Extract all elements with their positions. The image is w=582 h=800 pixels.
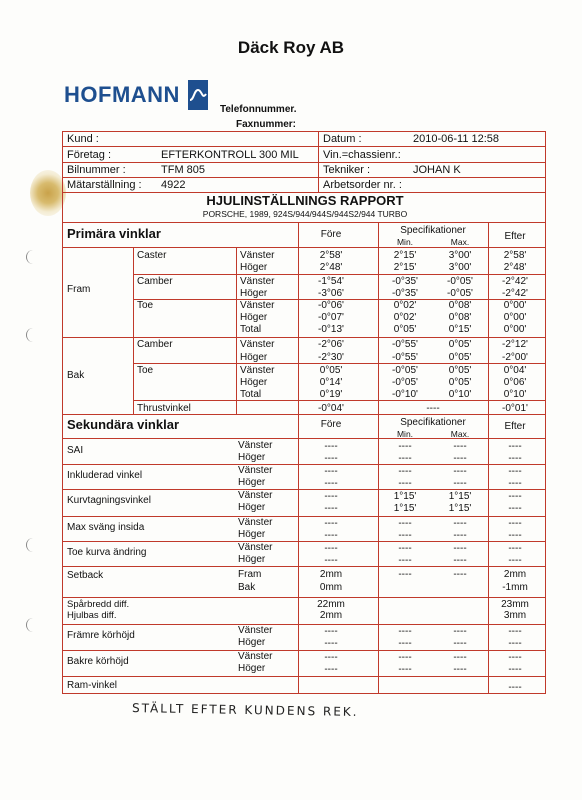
kurv-label: Kurvtagningsvinkel (67, 495, 151, 506)
setback-label: Setback (67, 570, 104, 581)
dash-value: ---- (324, 530, 338, 541)
min-value: ---- (398, 638, 412, 649)
max-value: 0°05' (448, 365, 472, 376)
col-max: Max. (450, 237, 470, 247)
spar-label: Spårbredd diff. (67, 599, 130, 610)
side-label: Höger (240, 312, 268, 323)
max-value: 1°15' (448, 503, 472, 514)
fore-value: 0°14' (319, 377, 343, 388)
efter-value: -2°42' (502, 288, 528, 299)
hoger-label: Höger (238, 554, 266, 565)
setback-fram-efter: 2mm (503, 569, 527, 580)
efter-value: ---- (508, 652, 522, 663)
max-value: ---- (453, 453, 467, 464)
fore-value: -2°30' (318, 352, 344, 363)
dash-value: ---- (324, 543, 338, 554)
max-value: ---- (453, 478, 467, 489)
min-value: ---- (398, 453, 412, 464)
min-value: ---- (398, 626, 412, 637)
side-label: Höger (240, 262, 268, 273)
col-min-2: Min. (396, 429, 414, 439)
max-value: ---- (453, 441, 467, 452)
efter-value: ---- (508, 503, 522, 514)
setback-bak-efter: -1mm (502, 582, 528, 593)
side-label: Vänster (240, 365, 275, 376)
efter-value: ---- (508, 664, 522, 675)
fore-value: 0°05' (319, 365, 343, 376)
side-label: Höger (240, 377, 268, 388)
tekniker-label: Tekniker : (323, 164, 371, 176)
efter-value: -2°42' (502, 276, 528, 287)
efter-value: 0°00' (503, 312, 527, 323)
datum-label: Datum : (323, 133, 362, 145)
hjulbas-fore: 2mm (319, 610, 343, 621)
fore-value: 2°58' (319, 250, 343, 261)
efter-value: ---- (508, 466, 522, 477)
dash-value: ---- (324, 626, 338, 637)
fore-value: -0°07' (318, 312, 344, 323)
min-value: 0°02' (393, 312, 417, 323)
max-value: ---- (453, 626, 467, 637)
min-value: ---- (398, 543, 412, 554)
spar-fore: 22mm (317, 599, 345, 610)
efter-value: ---- (508, 518, 522, 529)
min-value: ---- (398, 441, 412, 452)
fore-value: -0°13' (318, 324, 344, 335)
max-value: ---- (453, 638, 467, 649)
hoger-label: Höger (238, 529, 266, 540)
side-label: Vänster (240, 276, 275, 287)
col-max-2: Max. (450, 429, 470, 439)
col-spec: Specifikationer (400, 225, 466, 236)
max-value: 0°15' (448, 324, 472, 335)
dash-value: ---- (324, 664, 338, 675)
bilnummer-value: TFM 805 (161, 164, 206, 176)
min-value: -0°05' (392, 365, 418, 376)
dash-value: ---- (398, 569, 412, 580)
min-value: 0°02' (393, 300, 417, 311)
punch-hole (26, 538, 40, 552)
ram-vinkel-label: Ram-vinkel (67, 680, 118, 691)
fax-label: Faxnummer: (236, 119, 297, 130)
max-value: ---- (453, 543, 467, 554)
fore-value: -2°06' (318, 339, 344, 350)
min-value: -0°05' (392, 377, 418, 388)
efter-value: 0°00' (503, 324, 527, 335)
hoger-label: Höger (238, 637, 266, 648)
efter-value: ---- (508, 555, 522, 566)
efter-value: -2°12' (502, 339, 528, 350)
fore-value: -0°06' (318, 300, 344, 311)
max-value: ---- (453, 555, 467, 566)
fram-sub-label: Fram (238, 569, 262, 580)
min-value: 2°15' (393, 250, 417, 261)
vanster-label: Vänster (238, 465, 273, 476)
fore-value: -3°06' (318, 288, 344, 299)
max-value: 0°05' (448, 339, 472, 350)
dash-value: ---- (324, 503, 338, 514)
bak-label: Bak (67, 370, 85, 381)
max-value: 0°10' (448, 389, 472, 400)
col-fore-2: Före (320, 419, 342, 430)
dash-value: ---- (324, 478, 338, 489)
vanster-label: Vänster (238, 542, 273, 553)
foretag-label: Företag : (67, 149, 112, 161)
vanster-label: Vänster (238, 490, 273, 501)
hoger-label: Höger (238, 663, 266, 674)
matarstallning-value: 4922 (161, 179, 186, 191)
bakre-label: Bakre körhöjd (67, 656, 129, 667)
min-value: ---- (398, 478, 412, 489)
dash-value: ---- (324, 466, 338, 477)
col-min: Min. (396, 237, 414, 247)
col-efter-2: Efter (504, 421, 526, 432)
min-value: 2°15' (393, 262, 417, 273)
spec-value: ---- (426, 403, 440, 414)
efter-value: 0°04' (503, 365, 527, 376)
col-spec-2: Specifikationer (400, 417, 466, 428)
hjulbas-efter: 3mm (503, 610, 527, 621)
hoger-label: Höger (238, 477, 266, 488)
efter-value: 2°48' (503, 262, 527, 273)
handwritten-note: STÄLLT EFTER KUNDENS REK. (131, 701, 359, 719)
min-value: ---- (398, 466, 412, 477)
col-fore: Före (320, 229, 342, 240)
min-value: ---- (398, 530, 412, 541)
side-label: Vänster (240, 250, 275, 261)
max-value: 0°05' (448, 377, 472, 388)
maxsv-label: Max sväng insida (67, 522, 145, 533)
side-label: Total (240, 389, 262, 400)
max-value: ---- (453, 466, 467, 477)
dash-value: ---- (324, 652, 338, 663)
dash-value: ---- (324, 491, 338, 502)
fore-value: 2°48' (319, 262, 343, 273)
camber-label: Camber (137, 276, 173, 287)
stain (30, 170, 66, 216)
dash-value: ---- (324, 555, 338, 566)
max-value: -0°05' (447, 276, 473, 287)
bilnummer-label: Bilnummer : (67, 164, 126, 176)
tekniker-value: JOHAN K (413, 164, 461, 176)
min-value: -0°55' (392, 339, 418, 350)
vehicle-info: PORSCHE, 1989, 924S/944/944S/944S2/944 TURBO (202, 209, 408, 219)
efter-value: ---- (508, 491, 522, 502)
min-value: ---- (398, 518, 412, 529)
min-value: -0°35' (392, 276, 418, 287)
fore-value: 0°19' (319, 389, 343, 400)
fore-value: -0°04' (318, 403, 344, 414)
max-value: ---- (453, 518, 467, 529)
efter-value: -0°01' (502, 403, 528, 414)
punch-hole (26, 618, 40, 632)
vanster-label: Vänster (238, 517, 273, 528)
min-value: 1°15' (393, 503, 417, 514)
hofmann-logo (64, 80, 208, 110)
hoger-label: Höger (238, 452, 266, 463)
min-value: 0°05' (393, 324, 417, 335)
min-value: ---- (398, 652, 412, 663)
efter-value: ---- (508, 543, 522, 554)
col-efter: Efter (504, 231, 526, 242)
setback-bak-fore: 0mm (319, 582, 343, 593)
max-value: ---- (453, 530, 467, 541)
side-label: Höger (240, 352, 268, 363)
hjulbas-label: Hjulbas diff. (67, 610, 117, 621)
efter-value: ---- (508, 626, 522, 637)
framre-label: Främre körhöjd (67, 630, 135, 641)
efter-value: 0°06' (503, 377, 527, 388)
setback-fram-fore: 2mm (319, 569, 343, 580)
bak-sub-label: Bak (238, 582, 256, 593)
efter-value: ---- (508, 478, 522, 489)
caster-label: Caster (137, 250, 167, 261)
min-value: -0°55' (392, 352, 418, 363)
side-label: Höger (240, 288, 268, 299)
report-sheet (62, 131, 546, 694)
arbetsorder-label: Arbetsorder nr. : (323, 179, 402, 191)
min-value: -0°10' (392, 389, 418, 400)
dash-value: ---- (453, 569, 467, 580)
max-value: 0°08' (448, 300, 472, 311)
secondary-section-title: Sekundära vinklar (67, 417, 179, 432)
min-value: ---- (398, 555, 412, 566)
max-value: ---- (453, 652, 467, 663)
sai-label: SAI (67, 445, 84, 456)
inkl-label: Inkluderad vinkel (67, 470, 143, 481)
hoger-label: Höger (238, 502, 266, 513)
efter-value: 0°00' (503, 300, 527, 311)
efter-value: ---- (508, 441, 522, 452)
efter-value: -2°00' (502, 352, 528, 363)
vanster-label: Vänster (238, 651, 273, 662)
telefon-label: Telefonnummer. (220, 104, 297, 115)
kund-label: Kund : (67, 133, 99, 145)
logo-wave-icon (188, 80, 208, 110)
toekurva-label: Toe kurva ändring (67, 547, 147, 558)
efter-value: ---- (508, 453, 522, 464)
side-label: Vänster (240, 300, 275, 311)
datum-value: 2010-06-11 12:58 (413, 133, 500, 145)
vin-label: Vin.=chassienr.: (323, 149, 401, 161)
efter-value: 0°10' (503, 389, 527, 400)
camber-rear-label: Camber (137, 339, 173, 350)
dash-value: ---- (324, 518, 338, 529)
max-value: 0°05' (448, 352, 472, 363)
efter-value: ---- (508, 530, 522, 541)
max-value: 0°08' (448, 312, 472, 323)
max-value: ---- (453, 664, 467, 675)
dash-value: ---- (324, 638, 338, 649)
thrust-label: Thrustvinkel (137, 403, 191, 414)
company-name: Däck Roy AB (237, 38, 345, 57)
max-value: 3°00' (448, 250, 472, 261)
fore-value: -1°54' (318, 276, 344, 287)
max-value: 1°15' (448, 491, 472, 502)
punch-hole (26, 328, 40, 342)
dash-value: ---- (324, 441, 338, 452)
max-value: -0°05' (447, 288, 473, 299)
vanster-label: Vänster (238, 625, 273, 636)
max-value: 3°00' (448, 262, 472, 273)
report-title: HJULINSTÄLLNINGS RAPPORT (206, 193, 404, 208)
min-value: -0°35' (392, 288, 418, 299)
foretag-value: EFTERKONTROLL 300 MIL (161, 149, 299, 161)
fram-label: Fram (67, 284, 91, 295)
spar-efter: 23mm (501, 599, 529, 610)
min-value: ---- (398, 664, 412, 675)
matarstallning-label: Mätarställning : (67, 179, 142, 191)
dash-value: ---- (324, 453, 338, 464)
primary-section-title: Primära vinklar (67, 226, 161, 241)
side-label: Total (240, 324, 262, 335)
min-value: 1°15' (393, 491, 417, 502)
toe-label: Toe (137, 300, 154, 311)
punch-hole (26, 250, 40, 264)
side-label: Vänster (240, 339, 275, 350)
toe-rear-label: Toe (137, 365, 154, 376)
efter-value: ---- (508, 638, 522, 649)
efter-value: 2°58' (503, 250, 527, 261)
logo-text: HOFMANN (64, 82, 180, 107)
ram-efter: ---- (508, 682, 522, 693)
vanster-label: Vänster (238, 440, 273, 451)
